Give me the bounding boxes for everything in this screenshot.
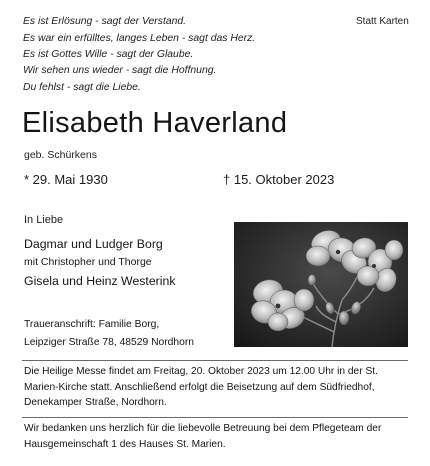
- poem-line: Es ist Erlösung - sagt der Verstand.: [23, 16, 187, 27]
- service-line: Die Heilige Messe findet am Freitag, 20. Oktober 2023 um 12.00 Uhr in der St.: [24, 366, 378, 377]
- poem-line: Es war ein erfülltes, langes Leben - sagt das Herz.: [23, 33, 256, 44]
- statt-karten: Statt Karten: [356, 16, 409, 27]
- thanks-paragraph: [24, 421, 412, 452]
- poem-line: Wir sehen uns wieder - sagt die Hoffnung.: [23, 65, 217, 76]
- poem-line: Es ist Gottes Wille - sagt der Glaube.: [23, 49, 194, 60]
- thanks-line: Hausgemeinschaft 1 des Hauses St. Marien.: [24, 438, 226, 450]
- thanks-line: Wir bedanken uns herzlich für die liebevolle Betreuung bei dem Pflegeteam der: [24, 423, 382, 434]
- death-date: † 15. Oktober 2023: [223, 172, 335, 187]
- mourner-line: mit Christopher und Thorge: [24, 256, 152, 268]
- flower-photo: [234, 222, 408, 347]
- service-line: Denekamper Straße, Nordhorn.: [24, 397, 167, 409]
- service-paragraph: [24, 364, 412, 411]
- deceased-name: Elisabeth Haverland: [22, 107, 288, 139]
- service-line: Marien-Kirche statt. Anschließend erfolgt die Beisetzung auf dem Südfriedhof,: [24, 381, 375, 393]
- poem-line: Du fehlst - sagt die Liebe.: [23, 82, 141, 93]
- divider: [22, 360, 408, 361]
- mourner-line: Gisela und Heinz Westerink: [24, 274, 176, 288]
- mourner-line: Dagmar und Ludger Borg: [24, 237, 163, 251]
- divider: [22, 417, 408, 418]
- address-line: Traueranschrift: Familie Borg,: [24, 319, 160, 330]
- address-line: Leipziger Straße 78, 48529 Nordhorn: [24, 337, 195, 348]
- in-liebe: In Liebe: [24, 214, 64, 226]
- maiden-name: geb. Schürkens: [24, 149, 97, 161]
- birth-date: * 29. Mai 1930: [24, 172, 108, 187]
